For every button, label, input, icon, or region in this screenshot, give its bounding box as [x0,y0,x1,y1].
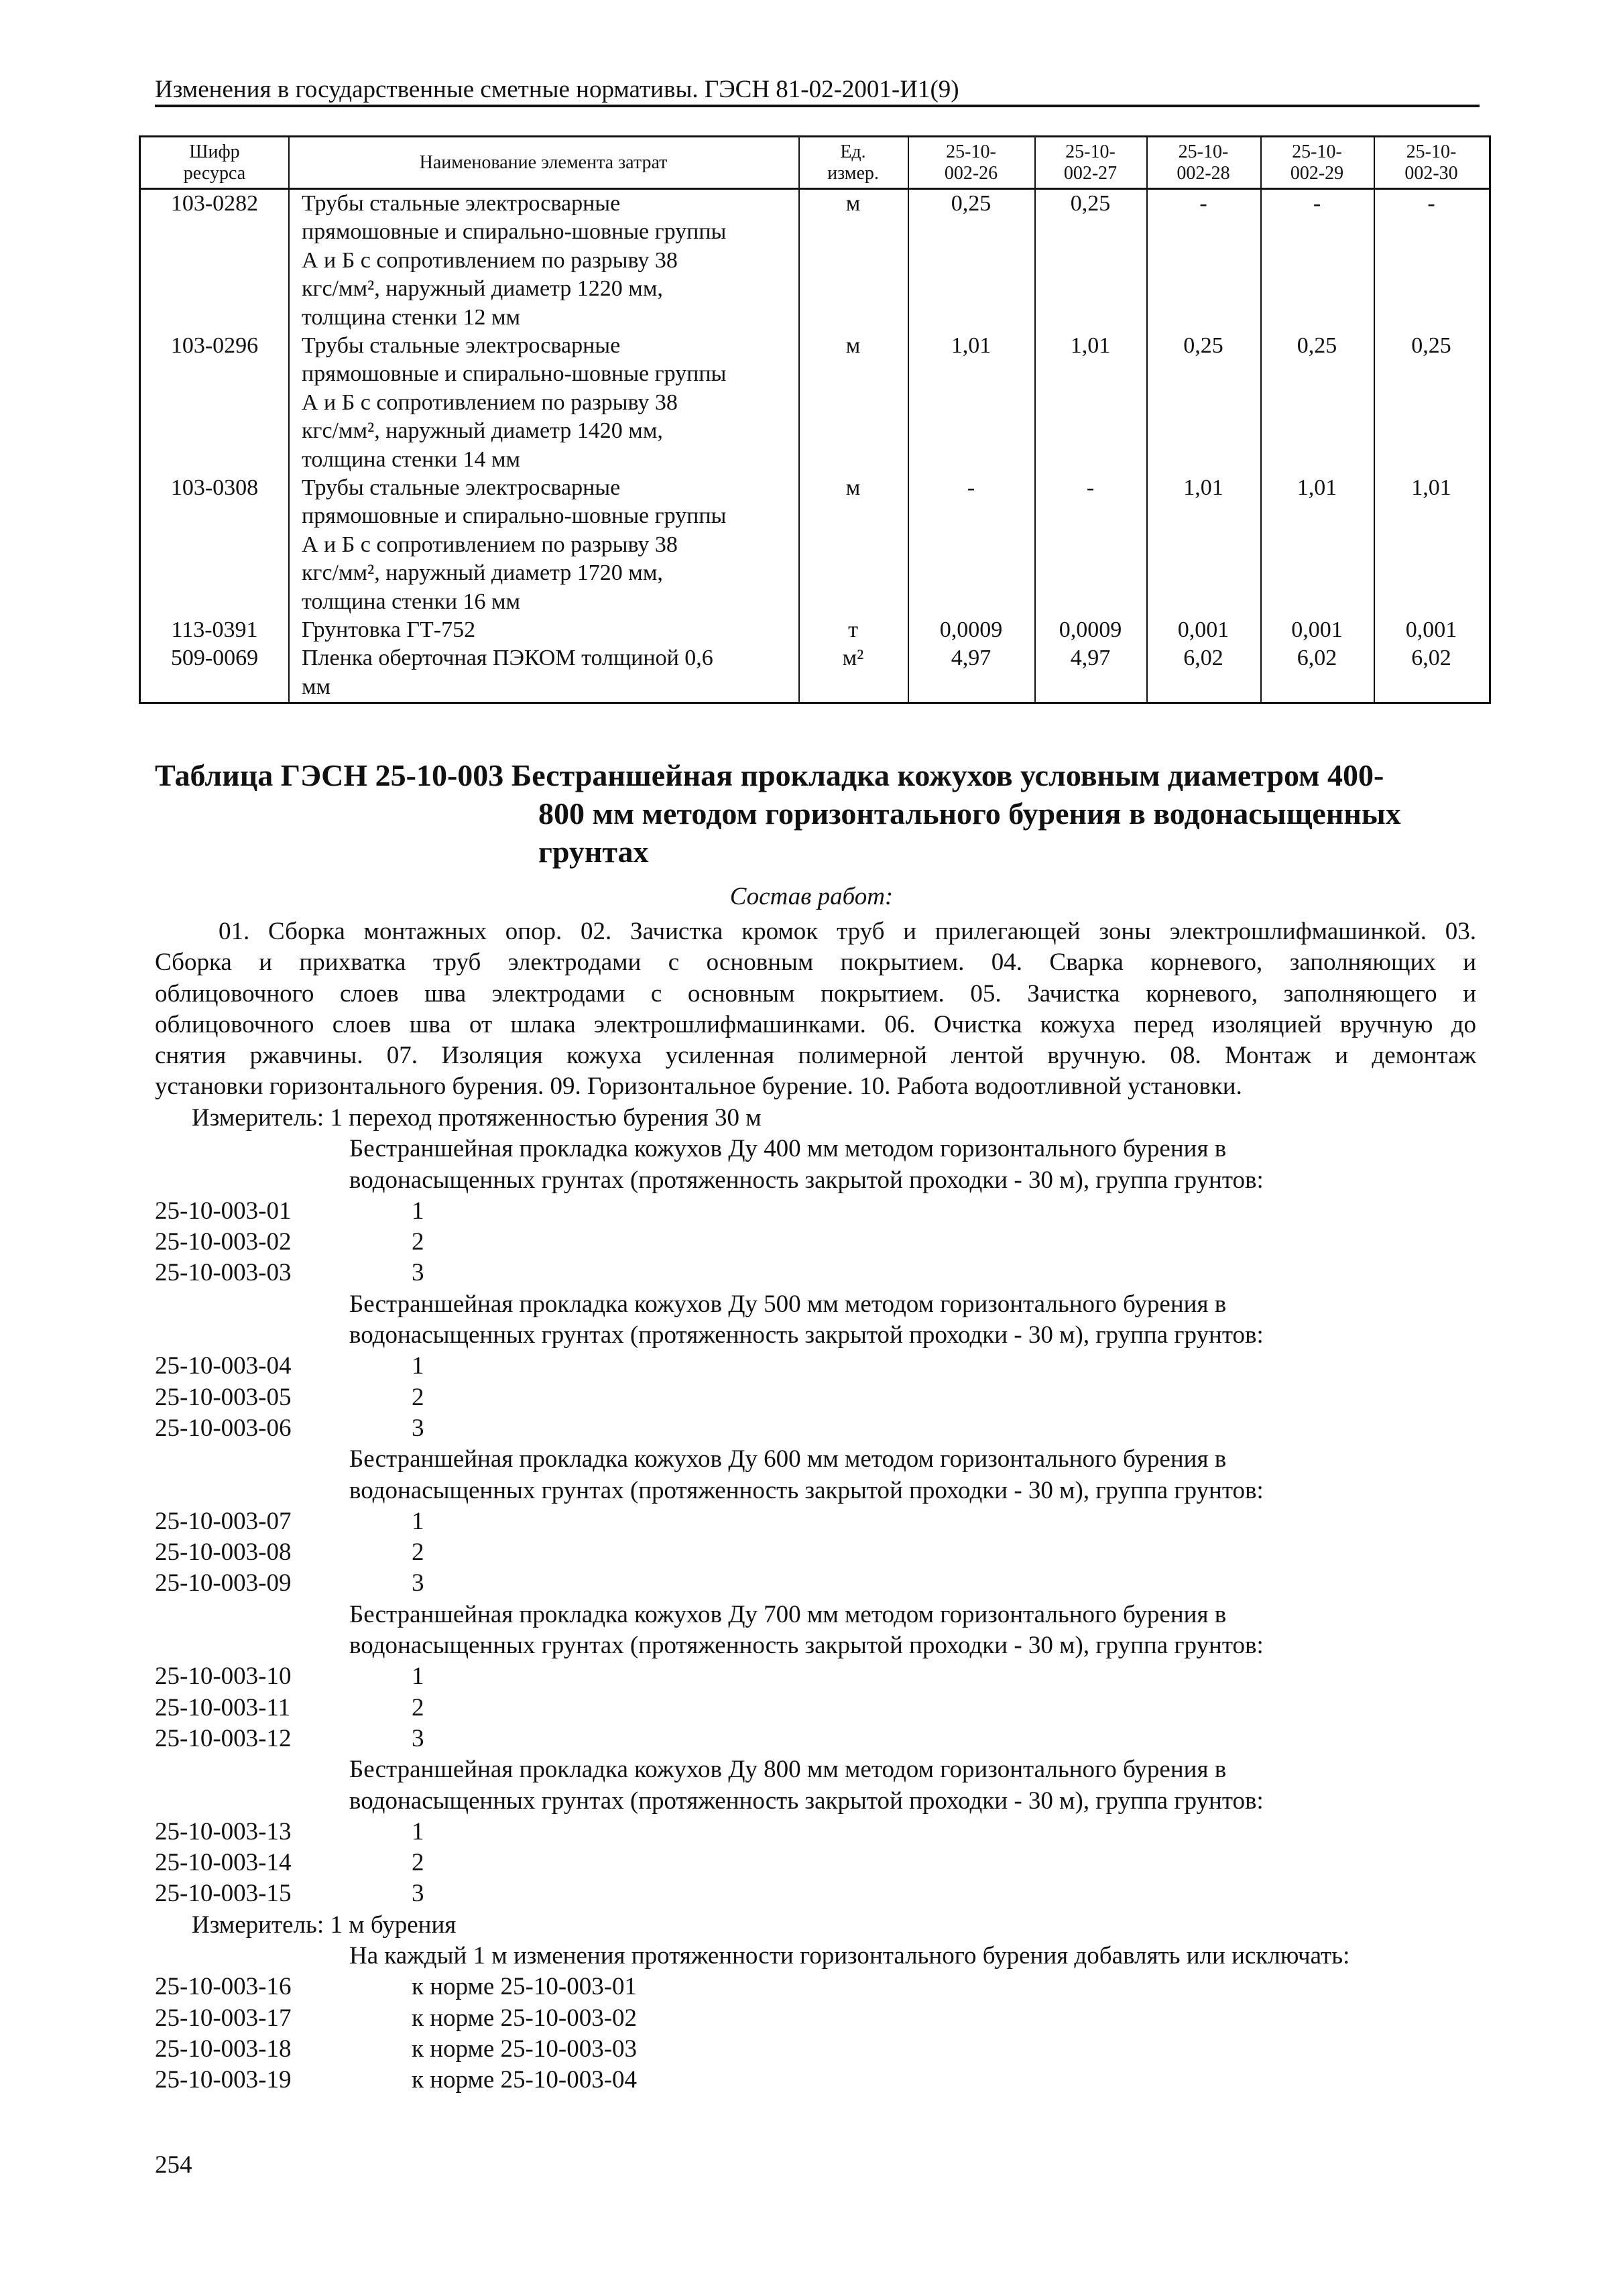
norm-code: 25-10-003-17 [155,2004,292,2032]
running-header: Изменения в государственные сметные нормативы. ГЭСН 81-02-2001-И1(9) [155,76,959,103]
works-line: установки горизонтального бурения. 09. Горизонтальное бурение. 10. Работа водоотливной установки. [155,1073,1242,1101]
column-header-line: 25-10- [1178,141,1229,162]
header-rule [155,105,1480,107]
norm-group-description: Бестраншейная прокладка кожухов Ду 600 мм методом горизонтального бурения в [349,1445,1227,1473]
works-line: 01. Сборка монтажных опор. 02. Зачистка кромок труб и прилегающей зоны электрошлифмашинкой. 03. [219,918,1476,945]
norm-list-item [155,1475,1496,1506]
norm-code: 25-10-003-16 [155,1973,292,2001]
norm-group-description: водонасыщенных грунтах (протяженность закрытой проходки - 30 м), группа грунтов: [349,1166,1264,1194]
resource-name-line: прямошовные и спирально-шовные группы [302,219,727,245]
norm-value: 1,01 [1183,475,1223,500]
norm-group-description: водонасыщенных грунтах (протяженность закрытой проходки - 30 м), группа грунтов: [349,1787,1264,1815]
resource-name-line: Трубы стальные электросварные [302,191,621,216]
norm-value: - [1199,191,1207,216]
norm-list-item [155,1693,1496,1724]
norm-list-item [155,1506,1496,1537]
column-header [1260,137,1374,188]
norm-list-item [155,1878,1496,1909]
norm-list-item [155,1413,1496,1444]
norm-list-item [155,1599,1496,1630]
column-header-text [1177,141,1229,184]
norm-list-item [155,1258,1496,1288]
norm-group-description: водонасыщенных грунтах (протяженность закрытой проходки - 30 м), группа грунтов: [349,1321,1264,1349]
works-line: облицовочного слоев шва от шлака электрошлифмашинками. 06. Очистка кожуха перед изоляцией вручную до [155,1010,1476,1038]
soil-group: 2 [412,1228,424,1256]
norm-value: 1,01 [1411,475,1451,500]
page-number: 254 [155,2151,192,2179]
norm-list-item [155,1351,1496,1382]
norm-group-description: На каждый 1 м изменения протяженности горизонтального бурения добавлять или исключать: [349,1942,1350,1970]
norm-value: - [1427,191,1435,216]
resource-name-line: прямошовные и спирально-шовные группы [302,503,727,529]
resource-name [302,332,726,474]
soil-group: 3 [412,1259,424,1287]
norm-list-item [155,1134,1496,1164]
resource-name [302,190,726,332]
norm-value: 0,001 [1177,617,1229,642]
resource-code: 509-0069 [170,646,259,671]
soil-group: 1 [412,1197,424,1225]
norm-list-item [155,1630,1496,1661]
works-label: Состав работ: [729,883,894,910]
column-header-line: 002-27 [1063,162,1118,184]
column-header [1034,137,1146,188]
norm-code: 25-10-003-04 [155,1352,292,1380]
resource-name-line: кгс/мм², наружный диаметр 1420 мм, [302,418,663,444]
norm-value: 0,25 [1411,333,1451,358]
resource-name-line: А и Б с сопротивлением по разрыву 38 [302,389,678,415]
unit: м² [842,646,864,671]
resource-code: 103-0282 [170,191,259,216]
norm-group-description: Бестраншейная прокладка кожухов Ду 800 мм методом горизонтального бурения в [349,1756,1227,1784]
norm-value: 4,97 [951,646,991,671]
column-header-line: 002-29 [1290,162,1344,184]
norm-value: 1,01 [951,333,991,358]
column-header-text [1064,141,1117,184]
norm-reference: к норме 25-10-003-04 [412,2066,638,2094]
norm-value: 0,25 [951,191,991,216]
column-header-line: 002-28 [1177,162,1230,184]
norm-list-item [155,1568,1496,1599]
resource-name-line: А и Б с сопротивлением по разрыву 38 [302,247,678,273]
unit: м [845,333,861,358]
column-header [908,137,1034,188]
column-header-line: Ед. [840,141,866,162]
norm-code: 25-10-003-02 [155,1228,292,1256]
norm-code: 25-10-003-19 [155,2066,292,2094]
table-title-line: Таблица ГЭСН 25-10-003 Бестраншейная прокладка кожухов условным диаметром 400- [155,758,1384,792]
norm-value: 1,01 [1070,333,1111,358]
norm-list-item [155,1320,1496,1351]
norm-list-item [155,1165,1496,1196]
norm-value: 0,001 [1291,617,1343,642]
norm-value: 0,25 [1070,191,1111,216]
column-header-text [420,152,668,174]
resource-name [302,644,713,701]
column-header-line: Шифр [189,141,240,162]
norm-code: 25-10-003-13 [155,1817,292,1846]
soil-group: 2 [412,1538,424,1567]
column-header-text [945,141,998,184]
resource-name-line: кгс/мм², наружный диаметр 1220 мм, [302,276,663,302]
unit: т [848,617,858,642]
norm-list-item [155,1786,1496,1817]
resource-name [302,616,475,644]
norm-group-description: водонасыщенных грунтах (протяженность закрытой проходки - 30 м), группа грунтов: [349,1476,1264,1504]
norm-reference: к норме 25-10-003-01 [412,1973,638,2001]
column-header-line: 002-30 [1404,162,1458,184]
works-line: снятия ржавчины. 07. Изоляция кожуха усиленная полимерной лентой вручную. 08. Монтаж и демонтаж [155,1042,1476,1070]
norm-list-item [155,1754,1496,1785]
column-header-text [827,141,879,184]
norm-code: 25-10-003-08 [155,1538,292,1567]
norm-value: 0,25 [1297,333,1337,358]
unit: м [845,475,861,500]
norm-code: 25-10-003-18 [155,2035,292,2063]
resource-name-line: А и Б с сопротивлением по разрыву 38 [302,532,678,557]
resource-code: 103-0296 [170,333,259,358]
norm-value: 0,0009 [939,617,1003,642]
norm-list-item [155,2003,1496,2034]
resource-name-line: толщина стенки 16 мм [302,589,521,614]
column-header-line: 25-10- [1406,141,1457,162]
norm-reference: к норме 25-10-003-02 [412,2004,638,2032]
norm-value: 6,02 [1183,646,1223,671]
column-header [141,137,288,188]
measure-unit-label: Измеритель: 1 переход протяженностью бурения 30 м [192,1104,762,1132]
norm-list-item [155,1289,1496,1320]
norm-group-description: Бестраншейная прокладка кожухов Ду 500 мм методом горизонтального бурения в [349,1290,1227,1318]
norms-list [155,1103,1496,2096]
soil-group: 2 [412,1849,424,1877]
resource-name-line: Трубы стальные электросварные [302,333,621,358]
table-title-line: 800 мм методом горизонтального бурения в водонасыщенных [538,796,1401,831]
soil-group: 2 [412,1693,424,1721]
resource-name [302,474,726,616]
resource-code: 103-0308 [170,475,259,500]
column-header [288,137,798,188]
norm-value: - [1313,191,1321,216]
column-header-line: 25-10- [946,141,996,162]
norm-code: 25-10-003-09 [155,1569,292,1597]
works-description [155,916,1476,1103]
norm-value: 0,001 [1405,617,1457,642]
norm-code: 25-10-003-14 [155,1849,292,1877]
resource-name-line: толщина стенки 12 мм [302,304,521,330]
resource-cost-table [139,135,1491,704]
resource-name-line: Трубы стальные электросварные [302,475,621,500]
norm-value: 0,25 [1183,333,1223,358]
norm-value: - [967,475,975,500]
norm-code: 25-10-003-06 [155,1414,292,1442]
column-header-line: Наименование элемента затрат [419,152,668,173]
norm-value: 6,02 [1411,646,1451,671]
works-line: Сборка и прихватка труб электродами с основным покрытием. 04. Сварка корневого, заполняющих и [155,949,1476,977]
norm-code: 25-10-003-07 [155,1507,292,1535]
column-header [1374,137,1489,188]
norm-list-item [155,1661,1496,1692]
soil-group: 3 [412,1414,424,1442]
norm-list-item [155,1444,1496,1475]
measure-unit-label: Измеритель: 1 м бурения [192,1911,457,1939]
column-header-line: измер. [827,162,879,184]
norm-code: 25-10-003-11 [155,1693,291,1721]
column-header-line: 25-10- [1065,141,1116,162]
soil-group: 1 [412,1352,424,1380]
table-title-line: грунтах [538,835,649,869]
norm-list-item [155,1537,1496,1568]
resource-name-line: толщина стенки 14 мм [302,446,521,472]
soil-group: 3 [412,1569,424,1597]
norm-value: - [1086,475,1095,500]
resource-code: 113-0391 [171,617,258,642]
norm-list-item [155,1848,1496,1878]
column-header [798,137,908,188]
column-divider [288,137,290,702]
norm-code: 25-10-003-10 [155,1663,292,1691]
resource-name-line: Пленка оберточная ПЭКОМ толщиной 0,6 [302,646,713,671]
norm-value: 0,0009 [1059,617,1122,642]
resource-name-line: Грунтовка ГТ-752 [302,617,476,642]
column-header-line: 25-10- [1292,141,1342,162]
norm-code: 25-10-003-15 [155,1880,292,1908]
norm-value: 4,97 [1070,646,1111,671]
column-header-text [184,141,245,184]
norm-value: 6,02 [1297,646,1337,671]
norm-list-item [155,1227,1496,1258]
soil-group: 2 [412,1383,424,1411]
column-header-line: ресурса [183,162,246,184]
norm-code: 25-10-003-01 [155,1197,292,1225]
soil-group: 1 [412,1663,424,1691]
norm-list-item [155,1817,1496,1848]
norm-group-description: Бестраншейная прокладка кожухов Ду 400 мм методом горизонтального бурения в [349,1135,1227,1163]
column-header-text [1290,141,1343,184]
resource-name-line: мм [302,674,331,699]
norm-list-item [155,1382,1496,1413]
resource-name-line: кгс/мм², наружный диаметр 1720 мм, [302,560,663,586]
resource-name-line: прямошовные и спирально-шовные группы [302,361,727,387]
works-line: облицовочного слоев шва электродами с основным покрытием. 05. Зачистка корневого, заполняющего и [155,979,1476,1008]
norm-group-description: Бестраншейная прокладка кожухов Ду 700 мм методом горизонтального бурения в [349,1600,1227,1628]
norm-list-item [155,1103,1496,1134]
column-header-line: 002-26 [944,162,998,184]
norm-list-item [155,1724,1496,1754]
norm-list-item [155,2034,1496,2065]
norm-group-description: водонасыщенных грунтах (протяженность закрытой проходки - 30 м), группа грунтов: [349,1632,1264,1660]
column-header [1146,137,1260,188]
norm-list-item [155,1972,1496,2002]
norm-list-item [155,2065,1496,2096]
column-header-text [1404,141,1457,184]
norm-code: 25-10-003-03 [155,1259,292,1287]
norm-list-item [155,1941,1496,1972]
soil-group: 3 [412,1724,424,1752]
norm-code: 25-10-003-05 [155,1383,292,1411]
table-title [155,756,1401,871]
norm-code: 25-10-003-12 [155,1724,292,1752]
norm-list-item [155,1910,1496,1941]
norm-reference: к норме 25-10-003-03 [412,2035,638,2063]
soil-group: 1 [412,1817,424,1846]
norm-value: 1,01 [1297,475,1337,500]
norm-list-item [155,1196,1496,1227]
soil-group: 1 [412,1507,424,1535]
unit: м [845,191,861,216]
soil-group: 3 [412,1880,424,1908]
